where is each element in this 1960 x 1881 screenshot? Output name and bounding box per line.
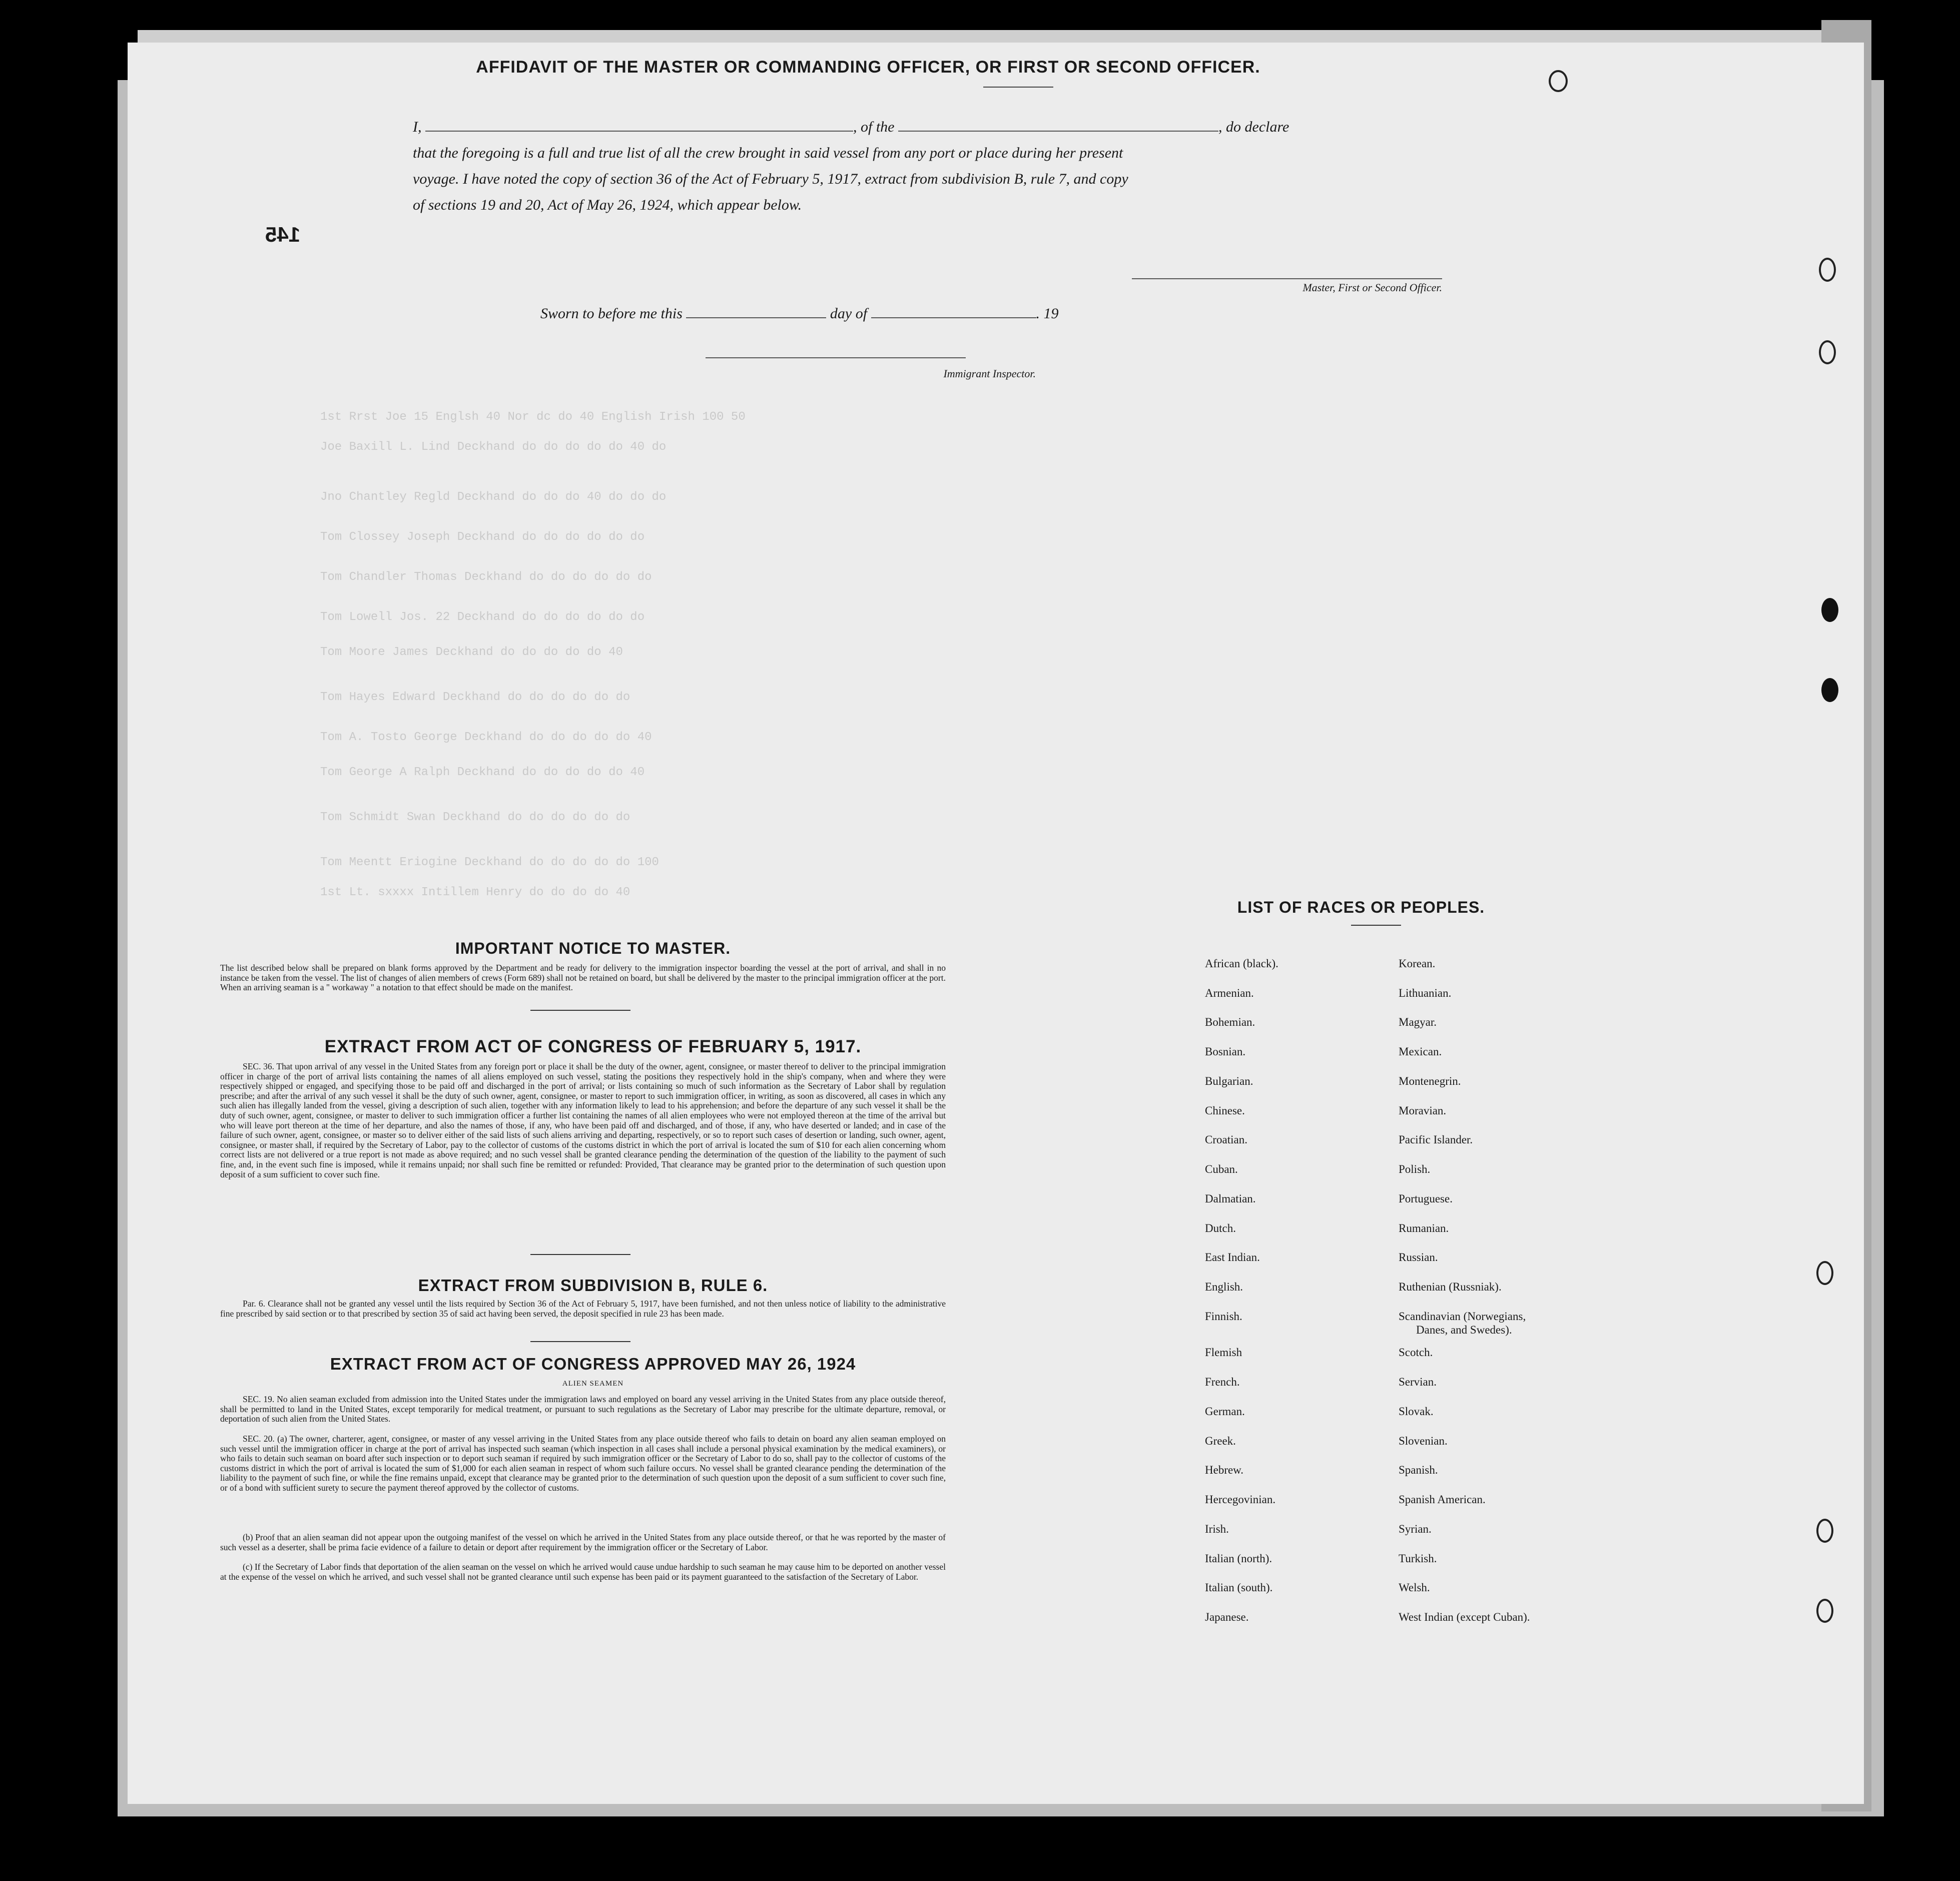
punch-hole [1819,258,1836,282]
race-item: Bohemian. [1205,1016,1255,1028]
race-item: Irish. [1205,1523,1229,1535]
bleed-through-row: Tom Moore James Deckhand do do do do do 40 [320,646,623,659]
race-item-continuation: Danes, and Swedes). [1416,1324,1512,1336]
race-item: Slovenian. [1399,1435,1448,1447]
master-signature-field[interactable] [1132,265,1442,279]
sworn-month-field[interactable] [871,304,1036,318]
race-item: East Indian. [1205,1251,1260,1264]
race-item: Russian. [1399,1251,1438,1264]
affidavit-declaration-line [413,114,1484,140]
punch-hole [1816,1599,1833,1623]
punch-hole [1821,678,1838,702]
race-item: Dalmatian. [1205,1192,1256,1205]
sec20b-text: (b) Proof that an alien seaman did not appear upon the outgoing manifest of the vessel on which he arrived in the United States from any place outside thereof, or that he was reported by the master of such vessel as a deserter, shall be prima facie evidence of a failure to detain or deport after requirement by the immigration officer or the Secretary of Labor. [220,1532,946,1552]
race-item: Dutch. [1205,1222,1236,1234]
race-item: West Indian (except Cuban). [1399,1611,1530,1623]
extract-1924-heading: EXTRACT FROM ACT OF CONGRESS APPROVED MAY 26, 1924 [330,1355,856,1373]
bleed-through-row: Joe Baxill L. Lind Deckhand do do do do do 40 do [320,440,667,454]
race-item: Japanese. [1205,1611,1249,1623]
race-item: Mexican. [1399,1045,1442,1058]
race-item: Pacific Islander. [1399,1133,1473,1146]
bleed-through-row: Tom Clossey Joseph Deckhand do do do do do do [320,530,645,544]
race-item: Spanish American. [1399,1493,1486,1506]
race-item: Turkish. [1399,1552,1437,1565]
punch-hole [1821,598,1838,622]
race-item: Hebrew. [1205,1464,1244,1476]
race-item: French. [1205,1376,1240,1388]
race-item: Chinese. [1205,1104,1245,1117]
race-item: Portuguese. [1399,1192,1453,1205]
sec20c-text: (c) If the Secretary of Labor finds that deportation of the alien seaman on the vessel on which he arrived would cause undue hardship to such seaman he may cause him to be deported on another vessel at the expense of the vessel on which he arrived, and such vessel shall not be granted clearance until such expense has been paid or its payment guaranteed to the satisfaction of the Secretary of Labor. [220,1562,946,1582]
rule6-heading: EXTRACT FROM SUBDIVISION B, RULE 6. [418,1276,768,1295]
bleed-through-row: Tom Meentt Eriogine Deckhand do do do do do 100 [320,856,659,869]
race-item: Croatian. [1205,1133,1247,1146]
race-item: Bosnian. [1205,1045,1246,1058]
races-heading: LIST OF RACES OR PEOPLES. [1237,898,1485,916]
notice-text: The list described below shall be prepared on blank forms approved by the Department and be ready for delivery to the immigration inspector boarding the vessel at the port of arrival, and shall in no instance be taken from the vessel. The list of changes of alien members of crews (Form 689) shall not be retained on board, but shall be delivered by the master to the principal immigration officer at the port. When an arriving seaman is a " workaway " a notation to that effect should be made on the manifest. [220,963,946,993]
of-the-label: , of the [853,119,895,135]
race-item: Rumanian. [1399,1222,1449,1234]
race-item: Welsh. [1399,1581,1430,1594]
master-signature-area [1132,265,1442,294]
race-item: Korean. [1399,957,1436,970]
extract-1917-text: SEC. 36. That upon arrival of any vessel in the United States from any foreign port or place it shall be the duty of the owner, agent, consignee, or master thereof to deliver to the principal immigration officer in charge of the port of arrival lists containing the names of all aliens employed on such vessel, stating the positions they respectively hold in the ship's company, when and where they were respectively shipped or engaged, and specifying those to be paid off and discharged in the port of arrival; or lists containing so much of such information as the Secretary of Labor shall by regulation prescribe; and after the arrival of any such vessel it shall be the duty of such owner, agent, consignee, or master to report to such immigration officer, in writing, as soon as discovered, all cases in which any such alien has illegally landed from the vessel, giving a description of such alien, together with any information likely to lead to his apprehension; and before the departure of any such vessel it shall be the duty of such owner, agent, consignee, or master to deliver to such immigration officer a further list containing the names of all alien employees who were not employed thereon at the time of the arrival but who will leave port thereon at the time of her departure, and also the names of those, if any, who have been paid off and discharged, and of those, if any, who have deserted or landed; and in case of the failure of such owner, agent, consignee, or master so to deliver either of the said lists of such aliens arriving and departing, respectively, or so to report such cases of desertion or landing, such owner, agent, consignee, or master shall, if required by the Secretary of Labor, pay to the collector of customs of the customs district in which the port of arrival is located the sum of $10 for each alien concerning whom correct lists are not delivered or a true report is not made as above required; and no such vessel shall be granted clearance pending the determination of the question of the liability to the payment of such fine, and, in the event such fine is imposed, while it remains unpaid; nor shall such fine be remitted or refunded: Provided, That clearance may be granted prior to the determination of such question upon deposit of a sum sufficient to cover such fine. [220,1061,946,1179]
race-item: German. [1205,1405,1245,1418]
inspector-signature-label: Immigrant Inspector. [943,367,1036,380]
race-item: Armenian. [1205,987,1254,999]
race-item: Italian (north). [1205,1552,1272,1565]
race-item: Moravian. [1399,1104,1447,1117]
bleed-through-row: 1st Lt. sxxxx Intillem Henry do do do do 40 [320,886,630,899]
heading-underline [983,87,1053,88]
race-item: Spanish. [1399,1464,1438,1476]
race-item: Finnish. [1205,1310,1242,1323]
divider [530,1254,630,1255]
punch-hole [1816,1519,1833,1543]
race-item: Slovak. [1399,1405,1434,1418]
race-item: Ruthenian (Russniak). [1399,1281,1502,1293]
race-item: Lithuanian. [1399,987,1452,999]
divider [1351,925,1401,926]
race-item: Magyar. [1399,1016,1437,1028]
affidavit-body [413,114,1484,218]
bleed-through-row: Tom Hayes Edward Deckhand do do do do do do [320,691,630,704]
race-item: Flemish [1205,1346,1242,1359]
race-item: Scandinavian (Norwegians, [1399,1310,1526,1323]
master-signature-label: Master, First or Second Officer. [1302,281,1442,294]
race-item: Polish. [1399,1163,1431,1175]
race-item: Italian (south). [1205,1581,1273,1594]
day-of-label: day of [830,305,868,322]
affidavit-line-2: voyage. I have noted the copy of section 36 of the Act of February 5, 1917, extract from subdivision B, rule 7, and copy [413,171,1128,187]
name-field[interactable] [425,118,853,132]
notice-heading: IMPORTANT NOTICE TO MASTER. [455,939,731,957]
punch-hole [1816,1261,1833,1285]
race-item: African (black). [1205,957,1278,970]
race-item: Cuban. [1205,1163,1238,1175]
do-declare-label: , do declare [1218,119,1289,135]
year-label: . 19 [1036,305,1059,322]
inspector-signature-field[interactable] [706,347,966,358]
affidavit-heading: AFFIDAVIT OF THE MASTER OR COMMANDING OFFICER, OR FIRST OR SECOND OFFICER. [476,58,1260,77]
sworn-label: Sworn to before me this [540,305,683,322]
sec19-text: SEC. 19. No alien seaman excluded from admission into the United States under the immigration laws and employed on board any vessel arriving in the United States from any place outside thereof, shall be permitted to land in the United States, except temporarily for medical treatment, or pursuant to such regulations as the Secretary of Labor may prescribe for the ultimate departure, removal, or deportation of such alien from the United States. [220,1394,946,1424]
race-item: Hercegovinian. [1205,1493,1276,1506]
extract-1917-heading: EXTRACT FROM ACT OF CONGRESS OF FEBRUARY 5, 1917. [324,1037,862,1056]
bleed-through-row: 1st Rrst Joe 15 Englsh 40 Nor dc do 40 English Irish 100 50 [320,410,746,424]
race-item: Bulgarian. [1205,1075,1253,1087]
race-item: English. [1205,1281,1243,1293]
bleed-through-row: Tom George A Ralph Deckhand do do do do do 40 [320,766,645,779]
race-item: Scotch. [1399,1346,1433,1359]
punch-hole [1549,70,1568,92]
race-item: Montenegrin. [1399,1075,1461,1087]
divider [530,1010,630,1011]
sec20a-text: SEC. 20. (a) The owner, charterer, agent, consignee, or master of any vessel arriving in the United States from any place outside thereof who fails to detain on board any alien seaman employed on such vessel until the immigration officer in charge at the port of arrival has inspected such seaman (which inspection in all cases shall include a personal physical examination by the medical examiners), or who fails to detain such seaman on board after such inspection or to deport such seaman if required by such immigration officer or the Secretary of Labor to do so, shall pay to the collector of customs of the customs district in which the port of arrival is located the sum of $1,000 for each alien seaman in respect of whom such failure occurs. No vessel shall be granted clearance pending the determination of the liability to the payment of such fine, or while the fine remains unpaid, except that clearance may be granted prior to the determination of such question upon the deposit of a sum sufficient to cover such fine, or of a bond with sufficient surety to secure the payment thereof approved by the collector of customs. [220,1434,946,1493]
divider [530,1341,630,1342]
bleed-through-row: Tom Lowell Jos. 22 Deckhand do do do do do do [320,610,645,624]
race-item: Greek. [1205,1435,1236,1447]
sworn-day-field[interactable] [686,304,826,318]
i-label: I, [413,119,422,135]
affidavit-line-3: of sections 19 and 20, Act of May 26, 1924, which appear below. [413,197,802,213]
vessel-field[interactable] [898,118,1218,132]
punch-hole [1819,340,1836,364]
bleed-through-row: Tom Schmidt Swan Deckhand do do do do do do [320,811,630,824]
bleed-through-row: Jno Chantley Regld Deckhand do do do 40 do do do [320,490,667,504]
rule6-text: Par. 6. Clearance shall not be granted any vessel until the lists required by Section 36 of the Act of February 5, 1917, have been furnished, and not then unless notice of liability to the administrative fine prescribed by said section or to that prescribed by section 35 of said act having been served, the deposit specified in rule 23 has been made. [220,1299,946,1319]
alien-seamen-subheading: ALIEN SEAMEN [562,1380,624,1388]
bleed-through-row: Tom Chandler Thomas Deckhand do do do do do do [320,570,652,584]
sworn-line [540,304,1059,322]
race-item: Syrian. [1399,1523,1432,1535]
page-number-stamp: 145 [265,223,301,246]
affidavit-line-1: that the foregoing is a full and true list of all the crew brought in said vessel from any port or place during her present [413,145,1123,161]
race-item: Servian. [1399,1376,1437,1388]
bleed-through-row: Tom A. Tosto George Deckhand do do do do do 40 [320,731,652,744]
inspector-signature-area [706,347,1036,380]
